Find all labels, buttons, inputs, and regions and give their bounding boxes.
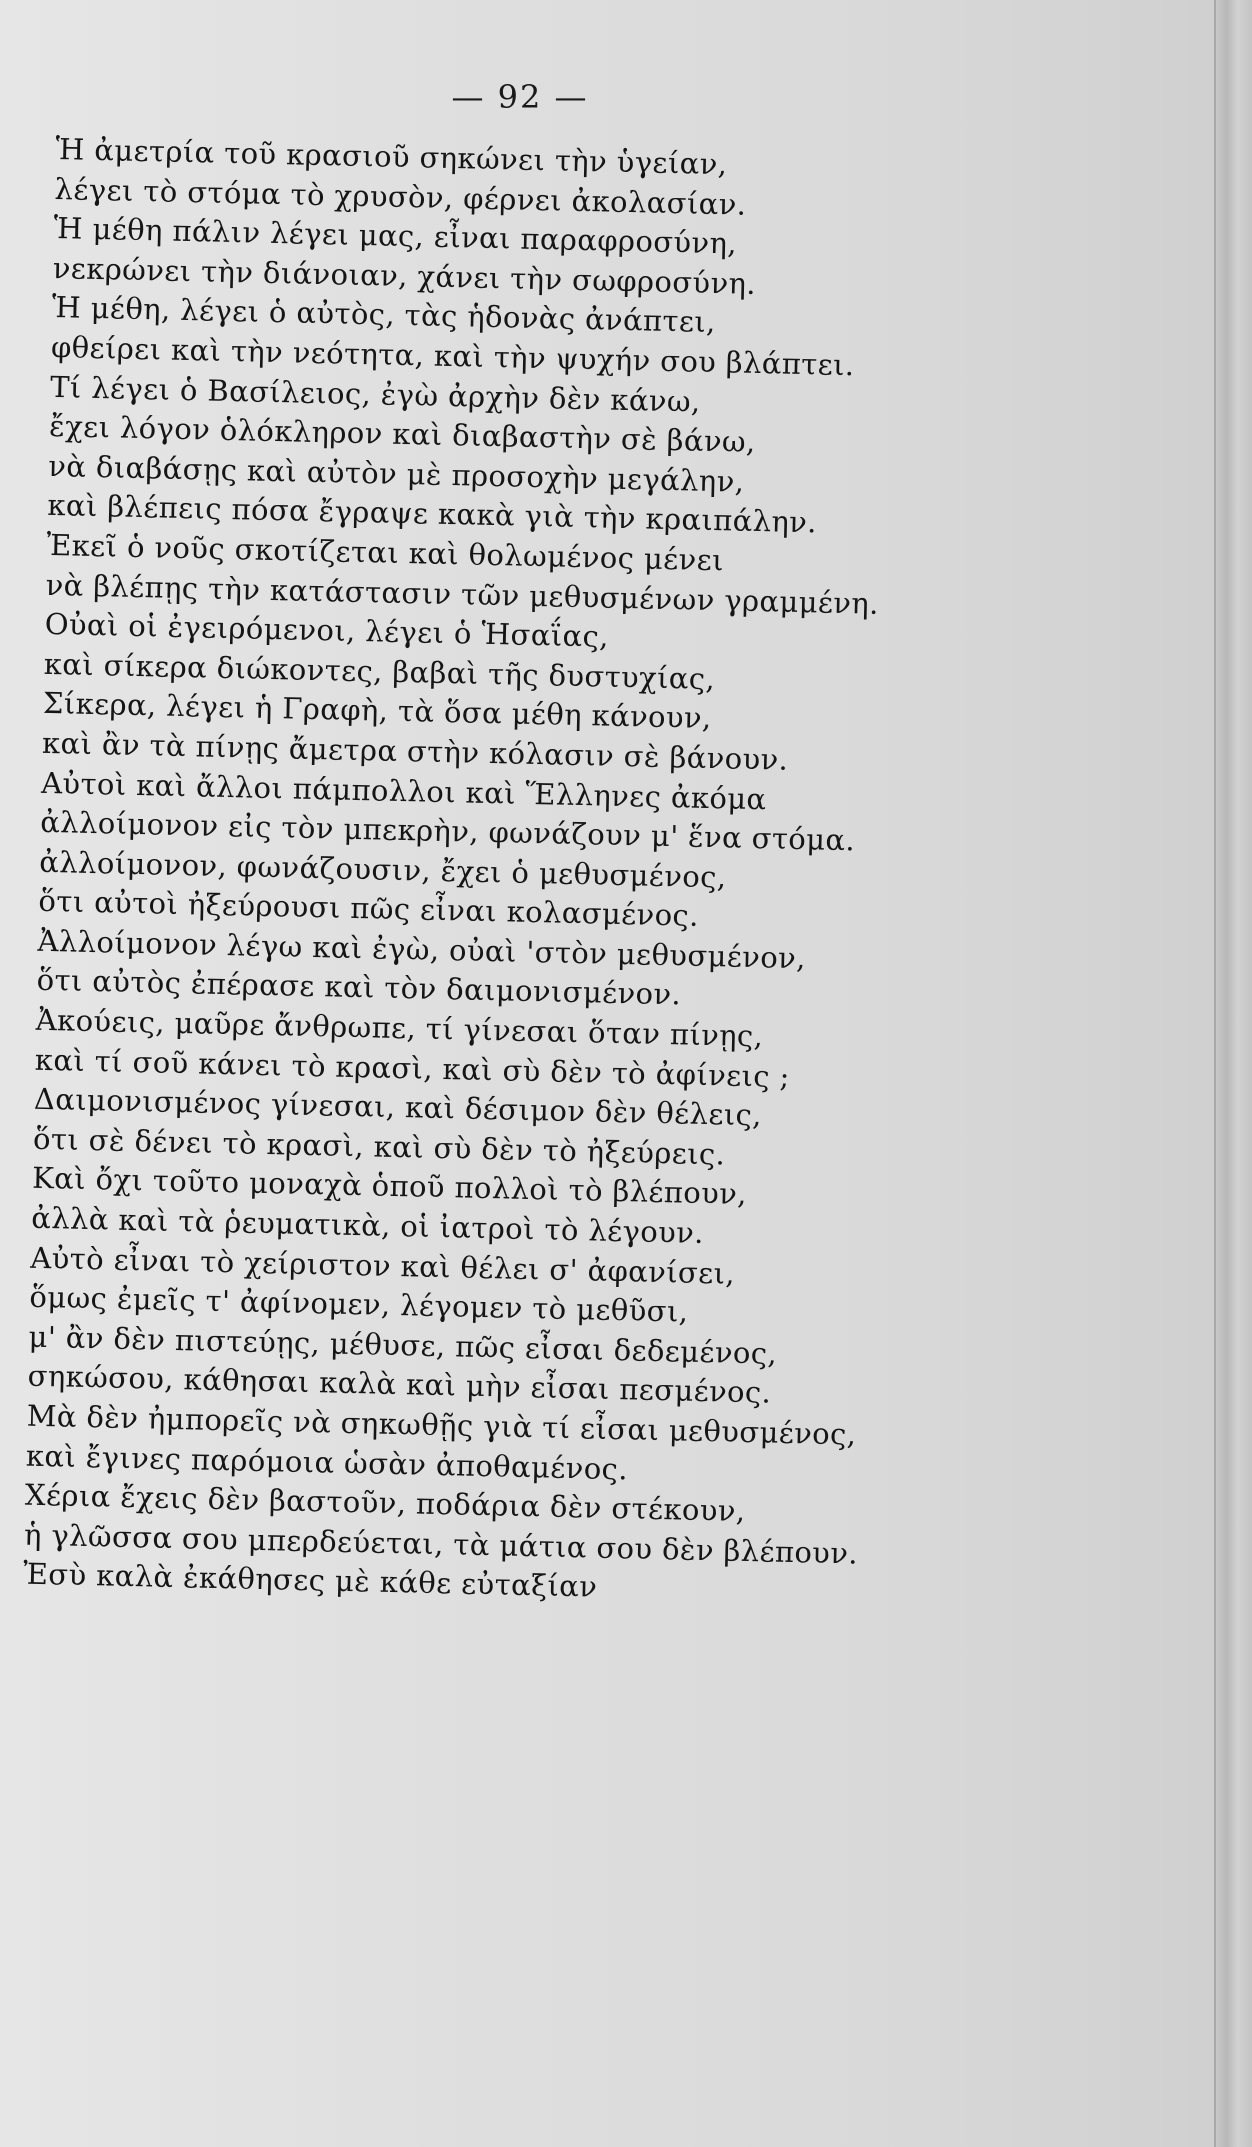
poem-line: Ἐσὺ καλὰ ἐκάθησες μὲ κάθε εὐταξίαν: [22, 1557, 598, 1605]
poem-line: Ἡ μέθη, λέγει ὁ αὐτὸς, τὰς ἡδονὰς ἀνάπτει,: [51, 290, 717, 340]
poem-line: νὰ διαβάσῃς καὶ αὐτὸν μὲ προσοχὴν μεγάλην,: [47, 448, 745, 499]
poem-line: Αὐτοὶ καὶ ἄλλοι πάμπολλοι καὶ Ἕλληνες ἀκόμα: [40, 765, 767, 816]
poem-text: [23, 130, 1176, 1620]
poem-line: λέγει τὸ στόμα τὸ χρυσὸν, φέρνει ἀκολασίαν.: [54, 171, 747, 222]
poem-line: Ἡ ἀμετρία τοῦ κρασιοῦ σηκώνει τὴν ὑγείαν,: [55, 131, 728, 182]
poem-line: καὶ σίκερα διώκοντες, βαβαὶ τῆς δυστυχίας,: [43, 646, 716, 696]
poem-line: Οὐαὶ οἱ ἐγειρόμενοι, λέγει ὁ Ἡσαΐας,: [44, 607, 610, 654]
poem-line: ὅτι αὐτοὶ ἠξεύρουσι πῶς εἶναι κολασμένος.: [38, 884, 700, 934]
poem-line: Καὶ ὄχι τοῦτο μοναχὰ ὁποῦ πολλοὶ τὸ βλέπουν,: [31, 1161, 748, 1212]
poem-line: Ἐκεῖ ὁ νοῦς σκοτίζεται καὶ θολωμένος μένει: [46, 527, 725, 578]
poem-line: Ἀλλοίμονον λέγω καὶ ἐγὼ, οὐαὶ 'στὸν μεθυσμένον,: [37, 923, 807, 976]
poem-line: μ' ἂν δὲν πιστεύῃς, μέθυσε, πῶς εἶσαι δεδεμένος,: [28, 1319, 778, 1371]
poem-line: Σίκερα, λέγει ἡ Γραφὴ, τὰ ὅσα μέθη κάνουν,: [42, 686, 713, 736]
page-edge-shadow: [1214, 0, 1252, 2147]
poem-line: σηκώσου, κάθησαι καλὰ καὶ μὴν εἶσαι πεσμένος.: [27, 1359, 772, 1410]
poem-line: ἔχει λόγον ὁλόκληρον καὶ διαβαστὴν σὲ βάνω,: [48, 409, 757, 460]
poem-line: ὅτι σὲ δένει τὸ κρασὶ, καὶ σὺ δὲν τὸ ἠξεύρεις.: [32, 1121, 726, 1172]
page-number: — 92 —: [451, 78, 589, 116]
poem-line: Χέρια ἔχεις δὲν βαστοῦν, ποδάρια δὲν στέκουν,: [24, 1477, 746, 1529]
poem-line: νεκρώνει τὴν διάνοιαν, χάνει τὴν σωφροσύνη.: [52, 250, 757, 301]
poem-line: νὰ βλέπῃς τὴν κατάστασιν τῶν μεθυσμένων γραμμένη.: [45, 567, 880, 621]
poem-line: Τί λέγει ὁ Βασίλειος, ἐγὼ ἀρχὴν δὲν κάνω,: [49, 369, 701, 419]
poem-line: καὶ ἔγινες παρόμοια ὡσὰν ἀποθαμένος.: [25, 1438, 629, 1486]
poem-line: Δαιμονισμένος γίνεσαι, καὶ δέσιμον δὲν θέλεις,: [33, 1082, 763, 1133]
poem-line: ὅτι αὐτὸς ἐπέρασε καὶ τὸν δαιμονισμένον.: [36, 963, 682, 1012]
poem-line: καὶ ἂν τὰ πίνῃς ἄμετρα στὴν κόλασιν σὲ βάνουν.: [41, 725, 789, 777]
poem-line: καὶ βλέπεις πόσα ἔγραψε κακὰ γιὰ τὴν κραιπάλην.: [47, 488, 818, 540]
poem-line: Μὰ δὲν ἠμπορεῖς νὰ σηκωθῇς γιὰ τί εἶσαι μεθυσμένος,: [26, 1398, 857, 1452]
poem-line: Αὐτὸ εἶναι τὸ χείριστον καὶ θέλει σ' ἀφανίσει,: [30, 1240, 736, 1291]
poem-line: ἀλλοίμονον, φωνάζουσιν, ἔχει ὁ μεθυσμένος,: [39, 844, 727, 895]
poem-line: ὅμως ἐμεῖς τ' ἀφίνομεν, λέγομεν τὸ μεθῦσι,: [29, 1279, 689, 1329]
poem-line: καὶ τί σοῦ κάνει τὸ κρασὶ, καὶ σὺ δὲν τὸ ἀφίνεις ;: [34, 1042, 791, 1094]
poem-line: ἀλλοίμονον εἰς τὸν μπεκρὴν, φωνάζουν μ' ἕνα στόμα.: [39, 804, 856, 858]
poem-line: φθείρει καὶ τὴν νεότητα, καὶ τὴν ψυχήν σου βλάπτει.: [50, 329, 855, 383]
poem-line: ἡ γλῶσσα σου μπερδεύεται, τὰ μάτια σου δὲν βλέπουν.: [23, 1517, 859, 1571]
poem-line: ἀλλὰ καὶ τὰ ῥευματικὰ, οἱ ἰατροὶ τὸ λέγουν.: [30, 1200, 705, 1251]
poem-line: Ἡ μέθη πάλιν λέγει μας, εἶναι παραφροσύνη,: [53, 211, 738, 261]
poem-line: Ἀκούεις, μαῦρε ἄνθρωπε, τί γίνεσαι ὅταν πίνῃς,: [35, 1002, 764, 1054]
